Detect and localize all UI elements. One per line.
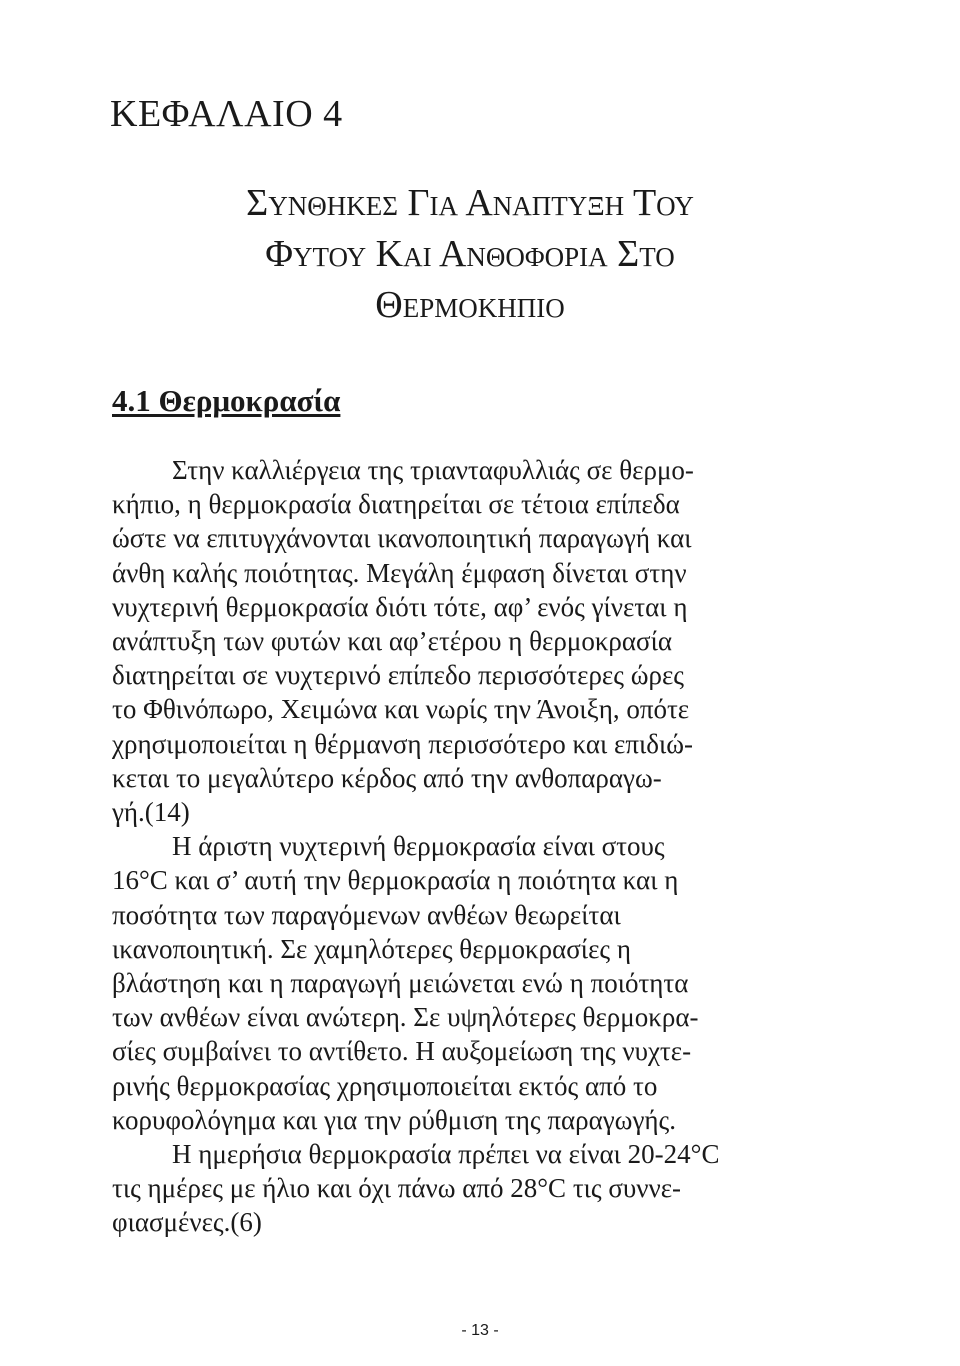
- text-line: διατηρείται σε νυχτερινό επίπεδο περισσότερες ώρες: [112, 660, 684, 691]
- text-line: ανάπτυξη των φυτών και αφ’ετέρου η θερμοκρασία: [112, 626, 673, 657]
- body-text: [112, 453, 784, 1240]
- text-line: τις ημέρες με ήλιο και όχι πάνω από 28°C τις συννε-: [112, 1173, 682, 1204]
- page-number: - 13 -: [461, 1322, 499, 1339]
- text-line: κήπιο, η θερμοκρασία διατηρείται σε τέτοια επίπεδα: [112, 489, 680, 520]
- text-line: σίες συμβαίνει το αντίθετο. Η αυξομείωση της νυχτε-: [112, 1036, 692, 1067]
- chapter-label: ΚΕΦΑΛΑΙΟ 4: [110, 93, 343, 135]
- paragraph: [112, 829, 784, 1137]
- text-line: βλάστηση και η παραγωγή μειώνεται ενώ η ποιότητα: [112, 968, 689, 999]
- text-line: κεται το μεγαλύτερο κέρδος από την ανθοπαραγω-: [112, 762, 662, 793]
- text-line: Στην καλλιέργεια της τριανταφυλλιάς σε θερμο-: [172, 455, 694, 485]
- chapter-title-line: Συνθηκες Για Αναπτυξη Του: [246, 182, 694, 224]
- text-line: άνθη καλής ποιότητας. Μεγάλη έμφαση δίνεται στην: [112, 557, 687, 588]
- text-line: νυχτερινή θερμοκρασία διότι τότε, αφ’ ενός γίνεται η: [112, 591, 688, 622]
- text-line: ώστε να επιτυγχάνονται ικανοποιητική παραγωγή και: [112, 523, 692, 554]
- chapter-title: [110, 178, 830, 331]
- text-line: ρινής θερμοκρασίας χρησιμοποιείται εκτός από το: [112, 1070, 658, 1101]
- text-line: 16°C και σ’ αυτή την θερμοκρασία η ποιότητα και η: [112, 865, 679, 896]
- text-line: γή.(14): [112, 797, 190, 828]
- text-line: φιασμένες.(6): [112, 1207, 262, 1238]
- text-line: χρησιμοποιείται η θέρμανση περισσότερο και επιδιώ-: [112, 728, 693, 759]
- text-line: το Φθινόπωρο, Χειμώνα και νωρίς την Άνοιξη, οπότε: [112, 694, 690, 725]
- text-line: κορυφολόγημα και για την ρύθμιση της παραγωγής.: [112, 1104, 676, 1135]
- text-line: ικανοποιητική. Σε χαμηλότερες θερμοκρασίες η: [112, 933, 631, 964]
- text-line: ποσότητα των παραγόμενων ανθέων θεωρείται: [112, 899, 621, 930]
- chapter-title-line: Θερμοκηπιο: [375, 284, 565, 326]
- section-heading: 4.1 Θερμοκρασία: [112, 383, 341, 418]
- text-line: των ανθέων είναι ανώτερη. Σε υψηλότερες θερμοκρα-: [112, 1002, 699, 1033]
- text-line: Η άριστη νυχτερινή θερμοκρασία είναι στους: [172, 831, 665, 862]
- chapter-title-line: Φυτου Και Ανθοφορια Στο: [265, 233, 675, 275]
- text-line: Η ημερήσια θερμοκρασία πρέπει να είναι 20-24°C: [172, 1139, 720, 1170]
- paragraph: [112, 1137, 784, 1240]
- paragraph: [112, 453, 784, 829]
